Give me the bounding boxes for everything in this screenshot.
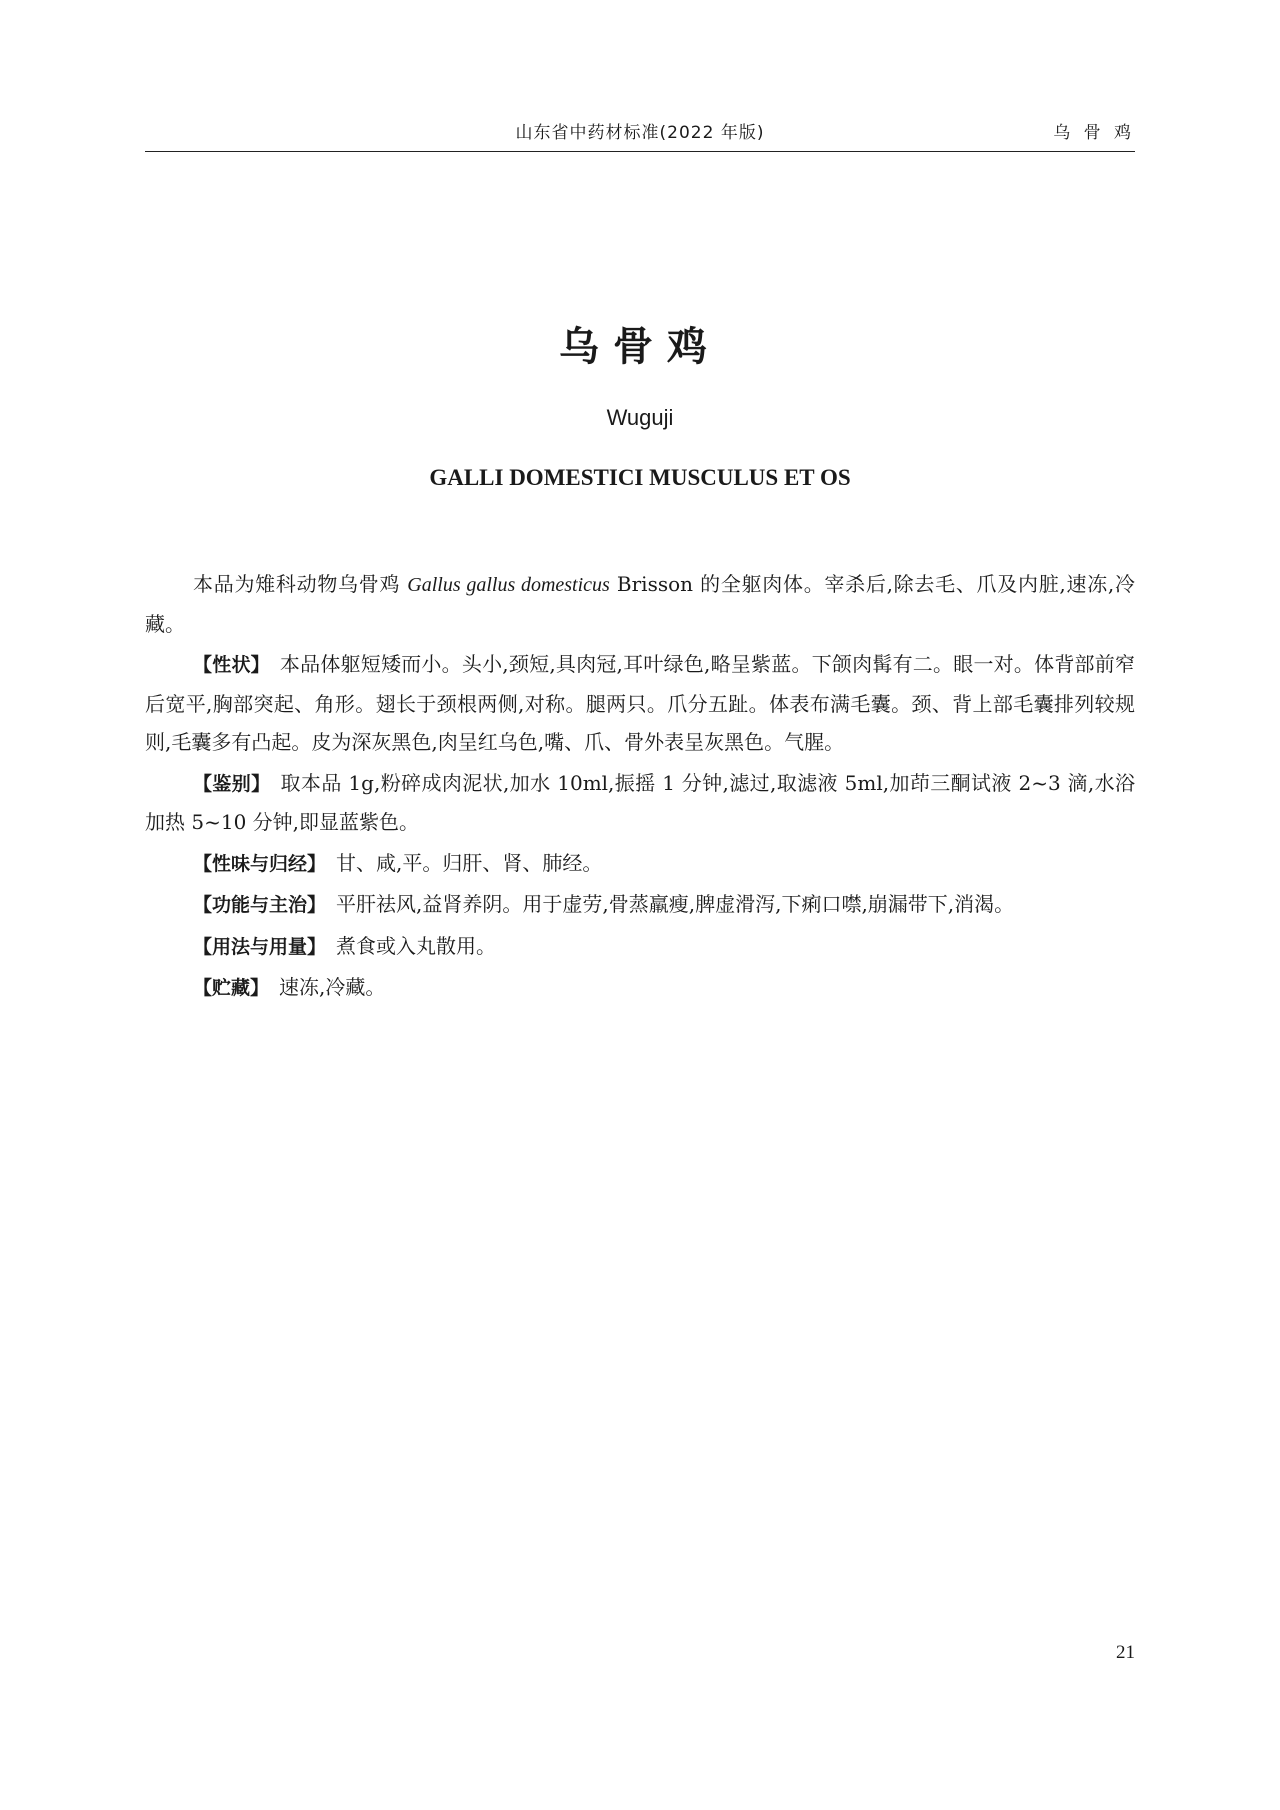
intro-paragraph (145, 565, 1135, 643)
section-description (145, 645, 1135, 762)
section-text: 速冻,冷藏。 (279, 975, 386, 999)
section-storage (145, 968, 1135, 1008)
section-functions-indications (145, 885, 1135, 925)
intro-text-before: 本品为雉科动物乌骨鸡 (193, 572, 408, 596)
section-heading: 【贮藏】 (193, 977, 270, 999)
header-rule (145, 151, 1135, 152)
section-identification (145, 764, 1135, 842)
entry-title-chinese: 乌骨鸡 (559, 324, 721, 370)
section-heading: 【性状】 (193, 654, 270, 676)
section-text: 取本品 1g,粉碎成肉泥状,加水 10ml,振摇 1 分钟,滤过,取滤液 5ml,加茚三酮试液 2~3 滴,水浴加热 5~10 分钟,即显蓝紫色。 (145, 770, 1135, 834)
section-text: 甘、咸,平。归肝、肾、肺经。 (336, 850, 603, 875)
section-text: 本品体躯短矮而小。头小,颈短,具肉冠,耳叶绿色,略呈紫蓝。下颌肉髯有二。眼一对。体背部前窄后宽平,胸部突起、角形。翅长于颈根两侧,对称。腿两只。爪分五趾。体表布满毛囊。颈、背上部毛囊排列较规则,毛囊多有凸起。皮为深灰黑色,肉呈红乌色,嘴、爪、骨外表呈灰黑色。气腥。 (145, 652, 1135, 754)
intro-text-after: Brisson 的全躯肉体。宰杀后,除去毛、爪及内脏,速冻,冷藏。 (145, 572, 1136, 636)
section-heading: 【性味与归经】 (193, 852, 327, 875)
section-text: 平肝祛风,益肾养阴。用于虚劳,骨蒸羸瘦,脾虚滑泻,下痢口噤,崩漏带下,消渴。 (336, 892, 1015, 916)
header-book-title: 山东省中药材标准(2022 年版) (515, 123, 765, 143)
section-text: 煮食或入丸散用。 (336, 933, 497, 958)
header-entry-name: 乌 骨 鸡 (1053, 123, 1135, 143)
entry-title-latin: GALLI DOMESTICI MUSCULUS ET OS (429, 465, 851, 490)
section-nature-meridian (145, 844, 1135, 884)
section-heading: 【鉴别】 (193, 772, 271, 795)
section-heading: 【用法与用量】 (193, 935, 327, 958)
section-usage-dosage (145, 927, 1135, 967)
species-name: Gallus gallus domesticus (407, 574, 610, 596)
section-heading: 【功能与主治】 (193, 894, 327, 916)
page-number: 21 (1116, 1642, 1135, 1663)
entry-title-pinyin: Wuguji (606, 405, 674, 430)
running-header (145, 112, 1135, 152)
entry-body (145, 565, 1135, 1010)
